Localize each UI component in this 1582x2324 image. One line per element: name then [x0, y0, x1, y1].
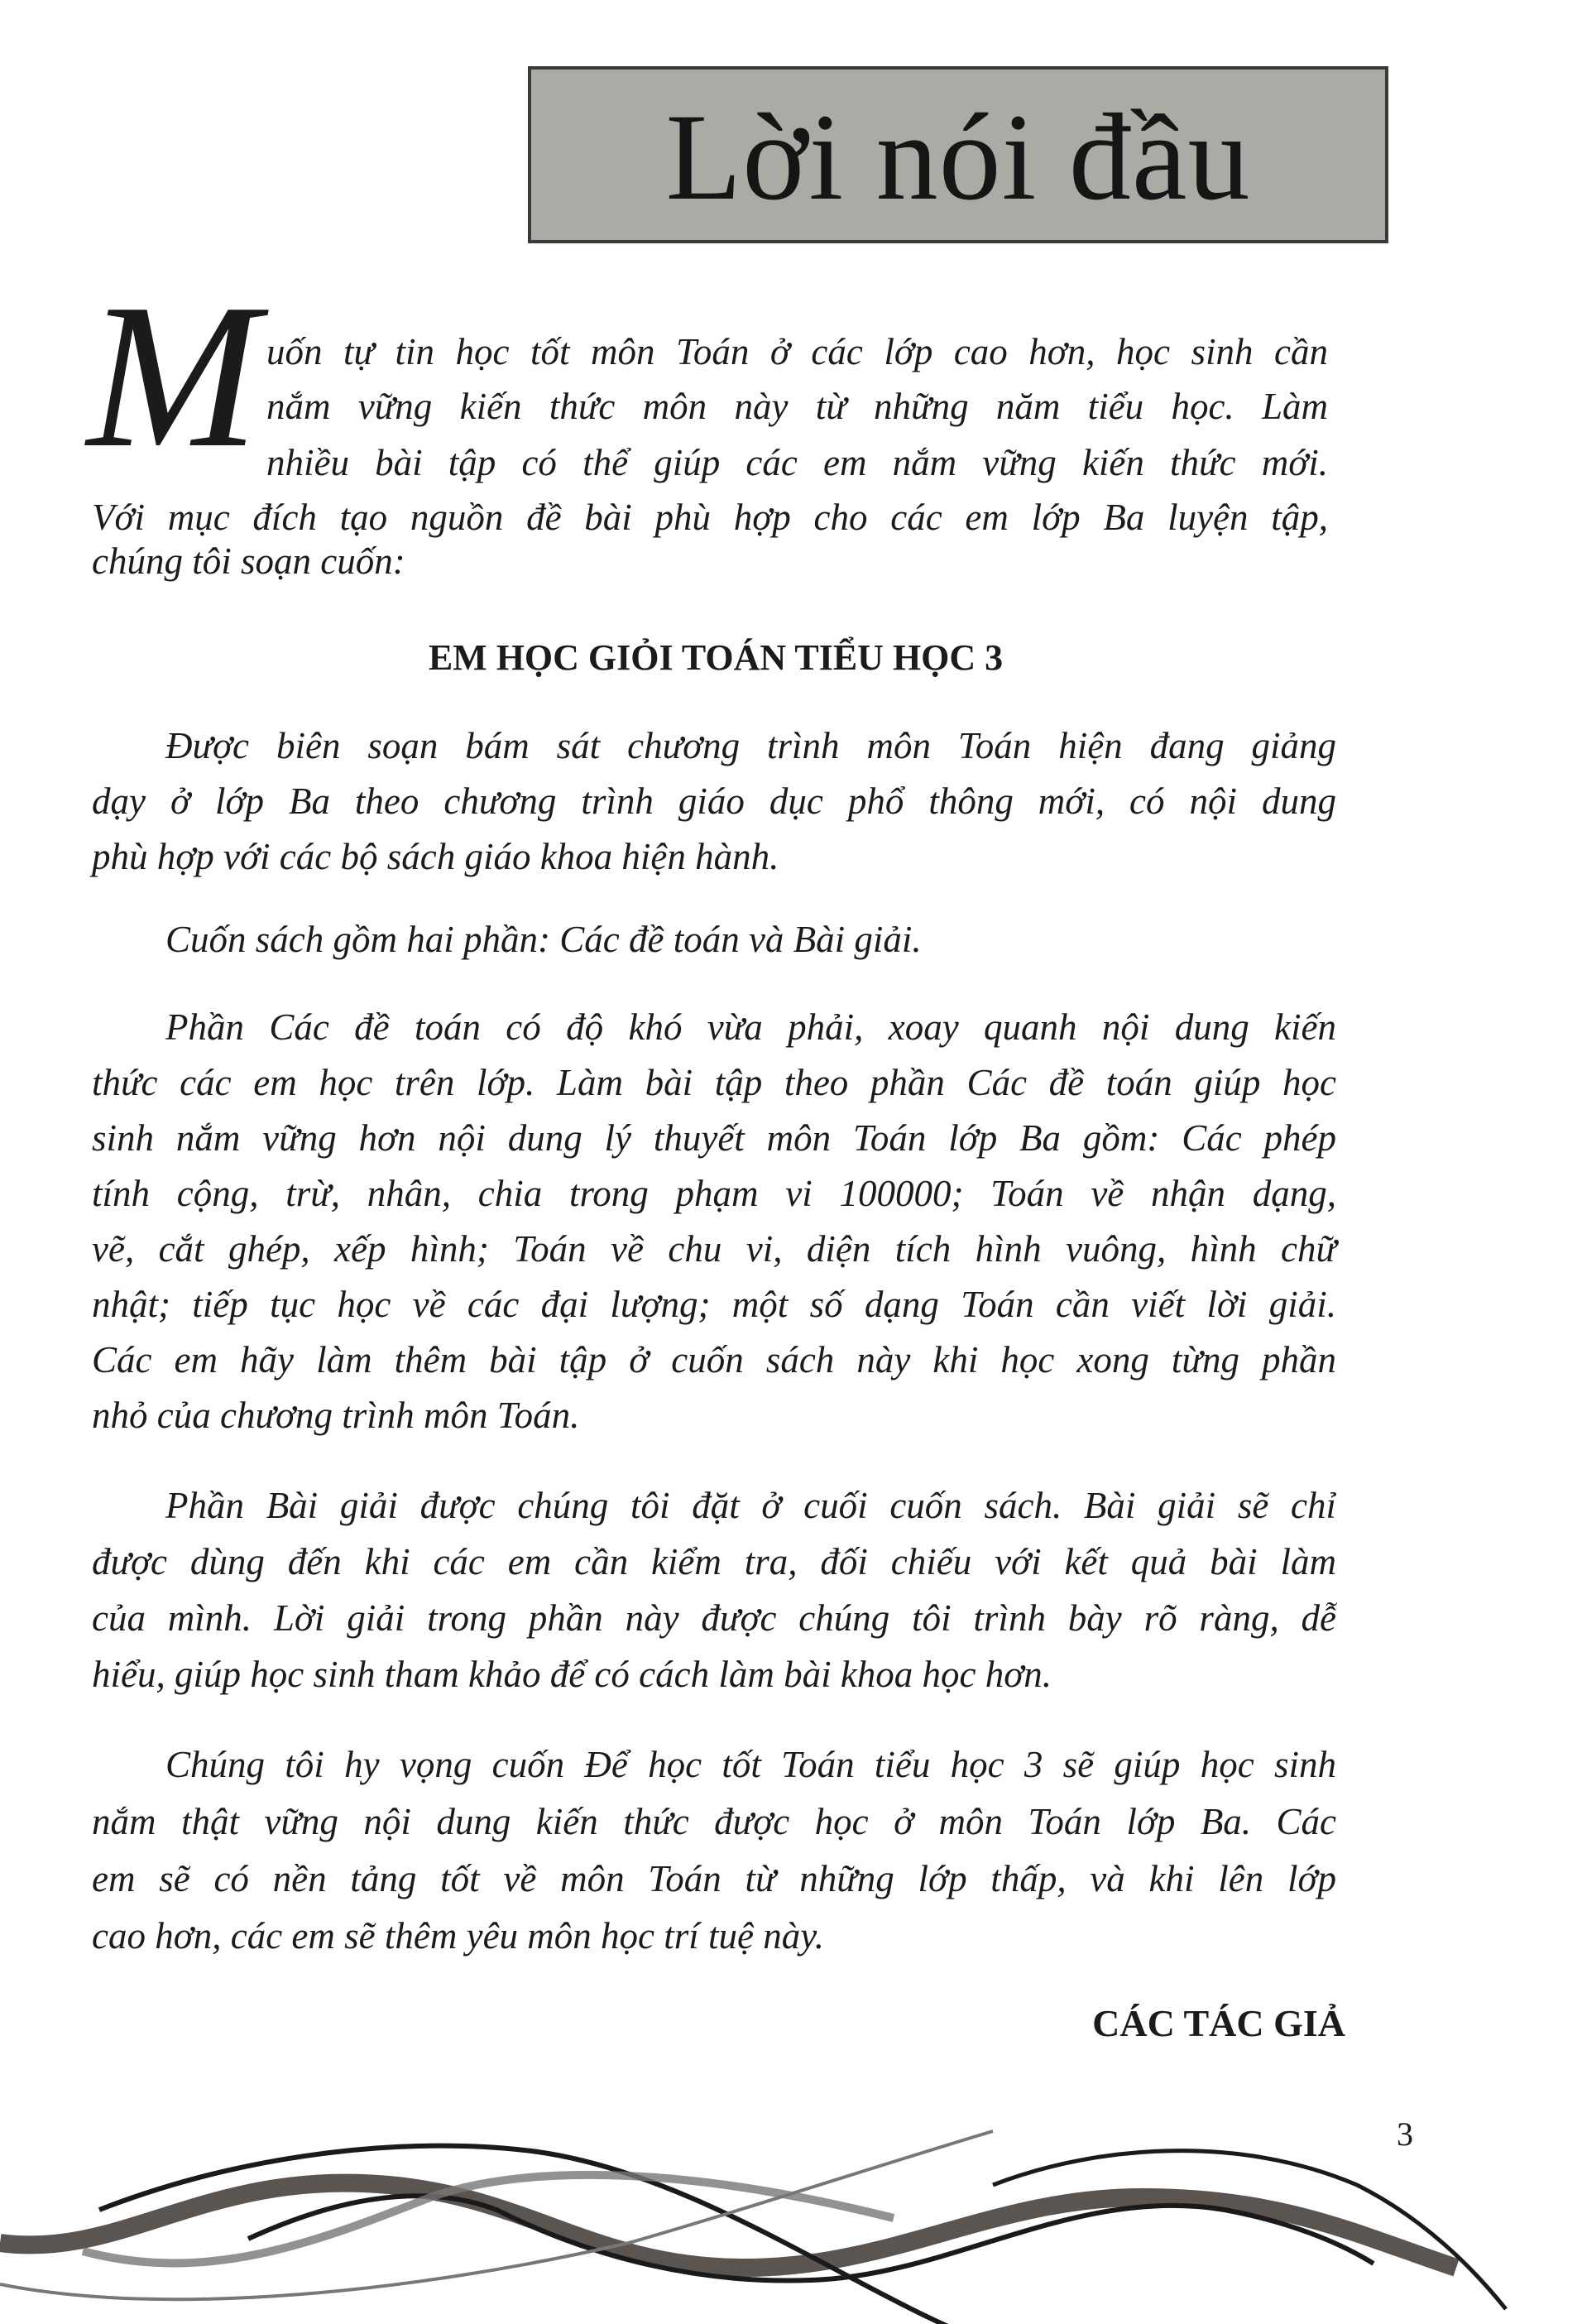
- paragraph-line: của mình. Lời giải trong phần này được chúng tôi trình bày rõ ràng, dễ: [92, 1597, 1336, 1639]
- intro-line: chúng tôi soạn cuốn:: [92, 540, 405, 582]
- title-box: [528, 66, 1388, 243]
- paragraph-line: phù hợp với các bộ sách giáo khoa hiện hành.: [92, 836, 779, 877]
- paragraph-line: vẽ, cắt ghép, xếp hình; Toán về chu vi, diện tích hình vuông, hình chữ: [92, 1228, 1336, 1270]
- paragraph-line: Được biên soạn bám sát chương trình môn Toán hiện đang giảng: [165, 725, 1336, 766]
- intro-line: nắm vững kiến thức môn này từ những năm tiểu học. Làm: [266, 386, 1328, 427]
- paragraph-line: tính cộng, trừ, nhân, chia trong phạm vi 100000; Toán về nhận dạng,: [92, 1173, 1336, 1214]
- wave-ornament: [0, 2119, 1582, 2324]
- paragraph-line: nắm thật vững nội dung kiến thức được học ở môn Toán lớp Ba. Các: [92, 1801, 1336, 1842]
- paragraph-line: Phần Bài giải được chúng tôi đặt ở cuối cuốn sách. Bài giải sẽ chỉ: [165, 1485, 1336, 1526]
- paragraph-line: Phần Các đề toán có độ khó vừa phải, xoay quanh nội dung kiến: [165, 1006, 1336, 1048]
- paragraph-line: nhỏ của chương trình môn Toán.: [92, 1395, 580, 1436]
- paragraph-line: Các em hãy làm thêm bài tập ở cuốn sách này khi học xong từng phần: [92, 1339, 1336, 1380]
- paragraph-line: sinh nắm vững hơn nội dung lý thuyết môn Toán lớp Ba gồm: Các phép: [92, 1117, 1336, 1159]
- intro-line: uốn tự tin học tốt môn Toán ở các lớp cao hơn, học sinh cần: [266, 331, 1328, 372]
- paragraph-line: dạy ở lớp Ba theo chương trình giáo dục phổ thông mới, có nội dung: [92, 780, 1336, 822]
- intro-line: nhiều bài tập có thể giúp các em nắm vững kiến thức mới.: [266, 442, 1328, 483]
- paragraph-line: Cuốn sách gồm hai phần: Các đề toán và Bài giải.: [165, 919, 922, 960]
- paragraph-line: cao hơn, các em sẽ thêm yêu môn học trí tuệ này.: [92, 1915, 825, 1957]
- paragraph-line: em sẽ có nền tảng tốt về môn Toán từ những lớp thấp, và khi lên lớp: [92, 1858, 1336, 1899]
- paragraph-line: được dùng đến khi các em cần kiểm tra, đối chiếu với kết quả bài làm: [92, 1541, 1336, 1582]
- drop-cap: M: [87, 262, 260, 491]
- paragraph-line: hiểu, giúp học sinh tham khảo để có cách làm bài khoa học hơn.: [92, 1654, 1052, 1695]
- paragraph-line: thức các em học trên lớp. Làm bài tập theo phần Các đề toán giúp học: [92, 1062, 1336, 1103]
- book-title: EM HỌC GIỎI TOÁN TIỂU HỌC 3: [428, 637, 1004, 678]
- paragraph-line: Chúng tôi hy vọng cuốn Để học tốt Toán tiểu học 3 sẽ giúp học sinh: [165, 1744, 1336, 1785]
- page-number: 3: [1397, 2115, 1413, 2153]
- signature: CÁC TÁC GIẢ: [1092, 2002, 1345, 2044]
- paragraph-line: nhật; tiếp tục học về các đại lượng; một số dạng Toán cần viết lời giải.: [92, 1284, 1336, 1325]
- intro-line: Với mục đích tạo nguồn đề bài phù hợp cho các em lớp Ba luyện tập,: [92, 497, 1328, 538]
- page-title: Lời nói đầu: [665, 89, 1251, 226]
